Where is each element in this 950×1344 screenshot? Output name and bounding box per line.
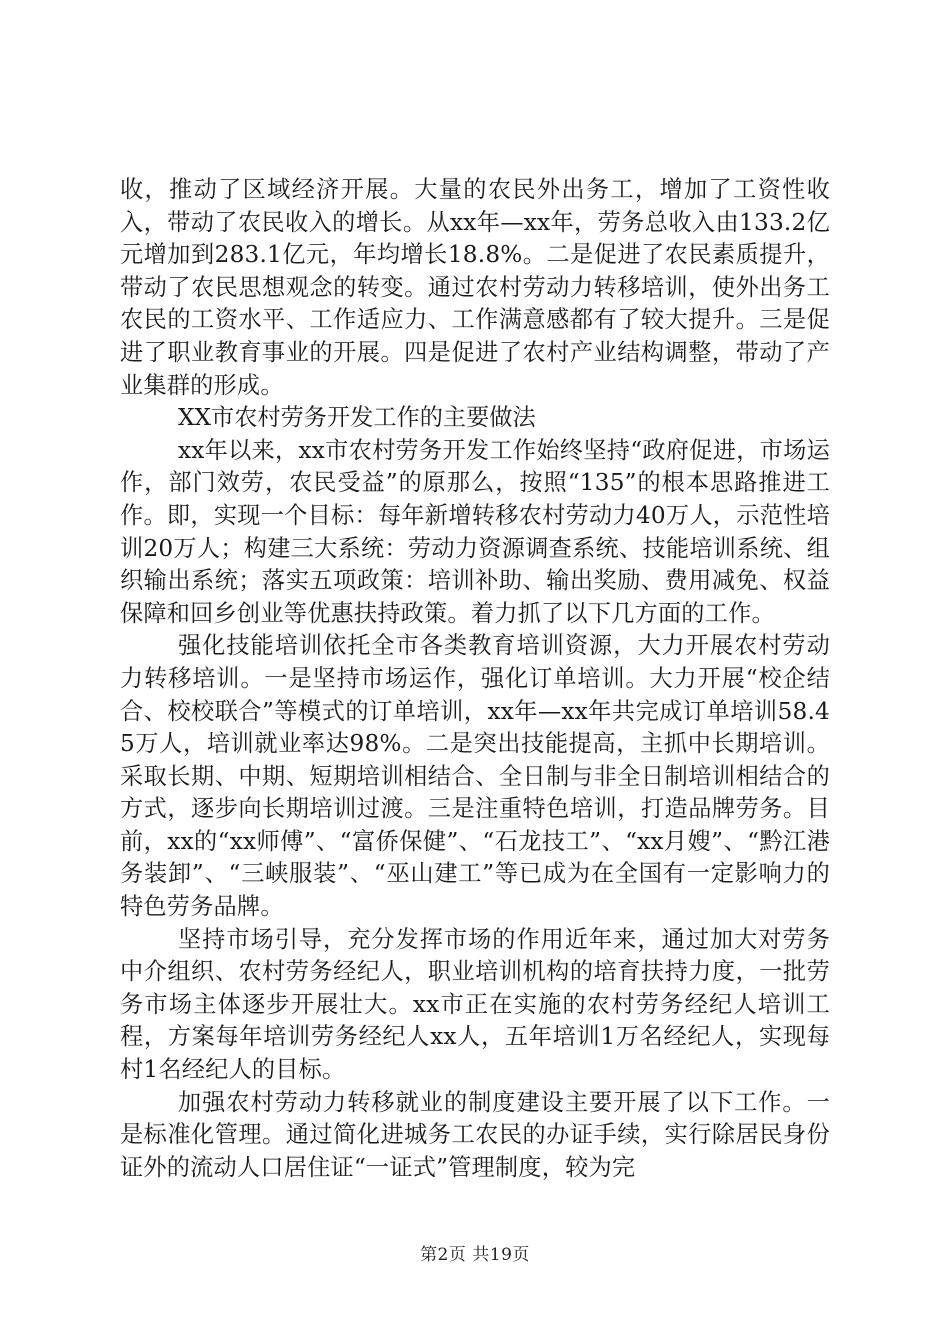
document-body <box>120 174 830 1184</box>
paragraph-4: 坚持市场引导，充分发挥市场的作用近年来，通过加大对劳务中介组织、农村劳务经纪人，职业培训机构的培育扶持力度，一批劳务市场主体逐步开展壮大。xx市正在实施的农村劳务经纪人培训工程，方案每年培训劳务经纪人xx人，五年培训1万名经纪人，实现每村1名经纪人的目标。 <box>120 925 830 1084</box>
page-number-footer: 第2页 共19页 <box>420 1245 530 1265</box>
paragraph-1: 收，推动了区域经济开展。大量的农民外出务工，增加了工资性收入，带动了农民收入的增长。从xx年—xx年，劳务总收入由133.2亿元增加到283.1亿元，年均增长18.8%。二是促进了农民素质提升，带动了农民思想观念的转变。通过农村劳动力转移培训，使外出务工农民的工资水平、工作适应力、工作满意感都有了较大提升。三是促进了职业教育事业的开展。四是促进了农村产业结构调整，带动了产业集群的形成。 <box>120 176 830 399</box>
paragraph-5: 加强农村劳动力转移就业的制度建设主要开展了以下工作。一是标准化管理。通过简化进城务工农民的办证手续，实行除居民身份证外的流动人口居住证“一证式”管理制度，较为完 <box>120 1088 830 1181</box>
paragraph-3: 强化技能培训依托全市各类教育培训资源，大力开展农村劳动力转移培训。一是坚持市场运作，强化订单培训。大力开展“校企结合、校校联合”等模式的订单培训，xx年—xx年共完成订单培训58.45万人，培训就业率达98%。二是突出技能提高，主抓中长期培训。采取长期、中期、短期培训相结合、全日制与非全日制培训相结合的方式，逐步向长期培训过渡。三是注重特色培训，打造品牌劳务。目前，xx的“xx师傅”、“富侨保健”、“石龙技工”、“xx月嫂”、“黔江港务装卸”、“三峡服装”、“巫山建工”等已成为在全国有一定影响力的特色劳务品牌。 <box>120 632 830 921</box>
paragraph-2: xx年以来，xx市农村劳务开发工作始终坚持“政府促进，市场运作，部门效劳，农民受益”的原那么，按照“135”的根本思路推进工作。即，实现一个目标：每年新增转移农村劳动力40万人，示范性培训20万人；构建三大系统：劳动力资源调查系统、技能培训系统、组织输出系统；落实五项政策：培训补助、输出奖励、费用减免、权益保障和回乡创业等优惠扶持政策。着力抓了以下几方面的工作。 <box>120 436 830 627</box>
section-heading: XX市农村劳务开发工作的主要做法 <box>178 404 536 432</box>
